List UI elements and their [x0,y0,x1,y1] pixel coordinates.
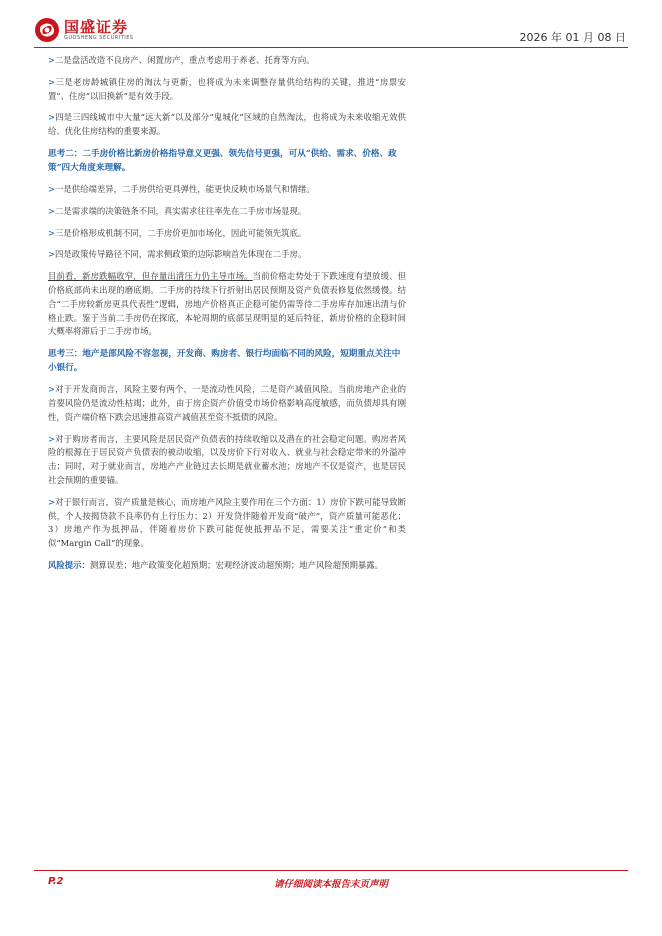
paragraph [48,270,406,339]
section-heading-3: 思考三：地产是部风险不容忽视，开发商、购房者、银行均面临不同的风险，短期重点关注中小银行。 [48,349,401,374]
paragraph [48,54,406,68]
paragraph [48,227,406,241]
bullet-marker: > [48,205,56,216]
bullet-marker: > [48,433,56,444]
paragraph [48,183,406,197]
paragraph-text: 当前价格走势处于下跌速度有望放缓、但价格底部尚未出现的磨底期。二手房的持续下行折射出居民预期及资产负债表修复依然缓慢。结合“二手房较新房更具代表性”逻辑，房地产价格真正企稳可能仍需等待二手房库存加速出清与价格止跌。鉴于当前二手房仍在探底，本轮周期的底部呈现明显的延后特征，新房价格的企稳时间大概率将滞后于二手房市场。 [48,271,407,337]
paragraph [48,111,406,139]
bullet-marker: > [48,227,56,238]
logo-emblem-icon [34,17,60,43]
paragraph-text: 四是三四线城市中大量“远大新”以及部分“鬼城化”区域的自然淘汰，也将成为未来收缩无效供给、优化住房结构的重要来源。 [48,112,406,137]
risk-warning-label: 风险提示： [48,559,90,570]
logo-english-name: GUOSHENG SECURITIES [64,34,134,41]
bullet-marker: > [48,496,56,507]
header-divider [34,47,628,48]
page-header [0,0,662,50]
bullet-marker: > [48,183,56,194]
paragraph-text: 四是政策传导路径不同，需求侧政策的边际影响首先体现在二手房。 [55,249,307,260]
page-number: P.2 [48,876,64,887]
paragraph [48,383,406,424]
risk-warning [48,559,406,573]
paragraph [48,248,406,262]
bullet-marker: > [48,384,56,395]
paragraph-text: 对于购房者而言，主要风险是居民资产负债表的持续收缩以及潜在的社会稳定问题。购房者风险的根源在于居民资产负债表的被动收缩，以及房价下行对收入、就业与社会稳定带来的外溢冲击；同时，对于就业而言，房地产产业链过去长期是就业蓄水池；房地产不仅是资产，也是居民社会预期的重要锚。 [48,433,406,485]
bullet-marker: > [48,76,56,87]
report-date: 2026 年 01 月 08 日 [519,31,626,44]
company-logo [34,17,134,43]
paragraph-text: 二是需求端的决策链条不同，真实需求往往率先在二手房市场显现。 [55,205,307,216]
section-heading-2: 思考二：二手房价格比新房价格指导意义更强、领先信号更强，可从“供给、需求、价格、政策”四大角度来理解。 [48,148,397,173]
paragraph-text: 三是老房龄城镇住房的淘汰与更新，也将成为未来调整存量供给结构的关键，推进“房票安置”、住房“以旧换新”是有效手段。 [48,76,406,101]
footer-divider [34,870,628,871]
paragraph-text: 一是供给端差异，二手房供给更具弹性，能更快反映市场景气和情绪。 [55,183,315,194]
paragraph [48,76,406,104]
paragraph [48,433,406,488]
underlined-sentence: 目前看，新房跌幅收窄，但存量出清压力仍主导市场。 [48,271,253,282]
paragraph-text: 对于开发商而言，风险主要有两个，一是流动性风险，二是资产减值风险。当前房地产企业的首要风险仍是流动性枯竭；此外，由于房企资产价值受市场价格影响高度敏感，而负债却具有刚性，资产端价格下跌会迅速推高资产减值甚至资不抵债的风险。 [48,384,406,422]
paragraph-text: 三是价格形成机制不同，二手房价更加市场化，因此可能领先筑底。 [55,227,307,238]
paragraph-text: 对于银行而言，资产质量是核心，而房地产风险主要作用在三个方面：1）房价下跌可能导致断供，个人按揭贷款不良率仍有上行压力；2）开发贷伴随着开发商“破产”，资产质量可能恶化；3）房地产作为抵押品，伴随着房价下跌可能促使抵押品不足，需要关注“重定价”和类似“Margin Call”的现象。 [48,496,406,549]
paragraph-text: 二是盘活改造不良房产、闲置房产，重点考虑用于养老、托育等方向。 [55,55,315,65]
paragraph [48,496,406,551]
bullet-marker: > [48,55,56,65]
bullet-marker: > [48,112,56,123]
paragraph [48,205,406,219]
logo-chinese-name: 国盛证券 [64,17,129,36]
report-body [48,54,406,581]
footer-disclaimer: 请仔细阅读本报告末页声明 [273,879,388,890]
risk-warning-text: 测算误差；地产政策变化超预期；宏观经济波动超预期；地产风险超预期暴露。 [89,559,383,570]
bullet-marker: > [48,249,56,260]
